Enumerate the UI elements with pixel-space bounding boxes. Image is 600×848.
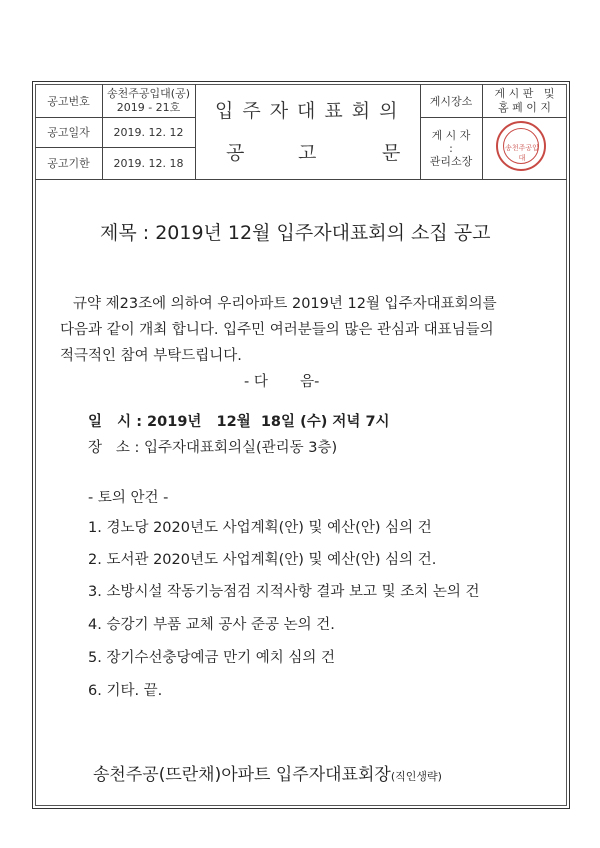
header-row-line-4	[482, 117, 567, 118]
signature-line	[93, 760, 442, 785]
intro-line-3: 적극적인 참여 부탁드립니다.	[60, 348, 242, 364]
post-place-value	[482, 84, 567, 117]
meeting-place: 장 소 : 입주자대표회의실(관리동 3층)	[88, 440, 338, 456]
notice-subject: 제목 : 2019년 12월 입주자대표회의 소집 공고	[100, 222, 491, 244]
notice-date-value: 2019. 12. 12	[113, 125, 184, 139]
poster-label-2: :	[449, 141, 453, 155]
official-seal	[496, 121, 546, 171]
header-title-mun: 문	[382, 142, 401, 164]
header-title-gong: 공	[226, 142, 245, 164]
official-seal-ring	[503, 128, 539, 164]
header-title-go: 고	[298, 142, 317, 164]
agenda-item-5: 5. 장기수선충당예금 만기 예치 심의 건	[88, 650, 335, 666]
notice-date-label: 공고일자	[47, 126, 90, 139]
post-place-label: 게시장소	[429, 94, 473, 108]
deadline-value: 2019. 12. 18	[113, 156, 184, 170]
agenda-title: - 토의 안건 -	[88, 490, 169, 506]
header-col-line-2	[195, 84, 196, 179]
post-place-value-1: 게 시 판 및	[494, 86, 555, 100]
notice-no-value-1: 송천주공입대(공)	[107, 86, 190, 100]
poster-label	[420, 117, 482, 179]
header-title-line-1: 입주자대표회의	[215, 100, 407, 122]
agenda-item-1: 1. 경노당 2020년도 사업계획(안) 및 예산(안) 심의 건	[88, 520, 432, 536]
poster-label-1: 게 시 자	[431, 128, 471, 142]
signature-text: 송천주공(뜨란채)아파트 입주자대표회장	[93, 765, 391, 785]
deadline-label: 공고기한	[47, 157, 90, 170]
notice-no-value-2: 2019 - 21호	[116, 100, 181, 114]
post-place-value-2: 홈 페 이 지	[498, 100, 551, 114]
intro-line-1: 규약 제23조에 의하여 우리아파트 2019년 12월 입주자대표회의를	[73, 296, 497, 312]
agenda-item-3: 3. 소방시설 작동기능점검 지적사항 결과 보고 및 조치 논의 건	[88, 584, 480, 600]
official-seal-text: 송천주공입대	[505, 144, 539, 162]
notice-no-label: 공고번호	[47, 94, 90, 108]
meeting-datetime: 일 시 : 2019년 12월 18일 (수) 저녁 7시	[88, 414, 390, 430]
notice-no-value	[102, 84, 195, 117]
agenda-item-6: 6. 기타. 끝.	[88, 683, 163, 699]
poster-label-3: 관리소장	[429, 154, 473, 168]
header-bottom-line	[35, 179, 567, 180]
next-marker: - 다 음-	[244, 374, 320, 390]
agenda-item-4: 4. 승강기 부품 교체 공사 준공 논의 건.	[88, 617, 335, 633]
intro-line-2: 다음과 같이 개최 합니다. 입주민 여러분들의 많은 관심과 대표님들의	[60, 322, 494, 338]
agenda-item-2: 2. 도서관 2020년도 사업계획(안) 및 예산(안) 심의 건.	[88, 552, 437, 568]
signature-note: (직인생략)	[390, 770, 442, 783]
